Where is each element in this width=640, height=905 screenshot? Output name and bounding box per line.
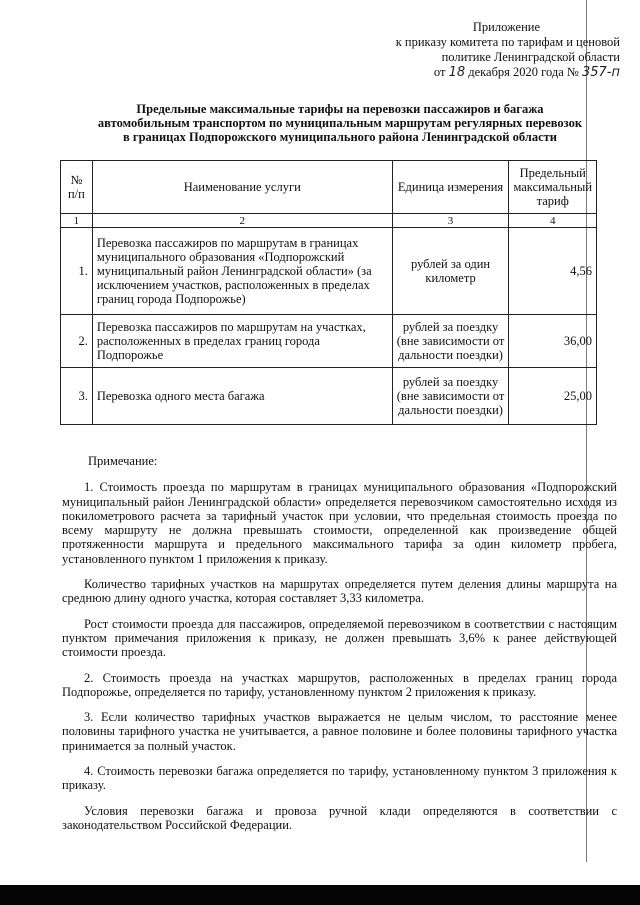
tariff-value: 4,56 [509,228,597,315]
column-number: 2 [92,214,392,228]
header-unit: Единица измерения [392,161,509,214]
note-paragraph: Рост стоимости проезда для пассажиров, определяемой перевозчиком в соответствии с настоящим пунктом примечания приложения к приказу, не должен превышать 3,6% к ранее действующей стоимости проезда. [62,616,617,660]
title-line-2: автомобильным транспортом по муниципальным маршрутам регулярных перевозок [97,116,583,130]
notes-section [62,454,617,843]
table-row [61,368,597,425]
header-service-name: Наименование услуги [92,161,392,214]
notes-heading: Примечание: [88,454,158,468]
header-num: № п/п [61,161,93,214]
row-number: 2. [61,315,93,368]
date-prefix: от [433,65,446,79]
scan-bottom-edge [0,885,640,905]
title-line-3: в границах Подпорожского муниципального района Ленинградской области [123,130,557,144]
service-name: Перевозка пассажиров по маршрутам в границах муниципального образования «Подпорожский муниципальный район Ленинградской области» (за исключением участков, расположенных в пределах границ города Подпорожье) [92,228,392,315]
committee-name: политике Ленинградской области [441,50,620,64]
handwritten-order-number: 357-п [581,65,620,80]
table-row [61,315,597,368]
title-line-1: Предельные максимальные тарифы на перевозки пассажиров и багажа [136,102,544,116]
appendix-label: Приложение [472,20,540,34]
tariffs-table [60,160,597,425]
note-paragraph: 4. Стоимость перевозки багажа определяется по тарифу, установленному пунктом 3 приложения к приказу. [62,764,617,793]
tariff-value: 36,00 [509,315,597,368]
service-name: Перевозка одного места багажа [92,368,392,425]
unit-of-measure: рублей за один километр [392,228,509,315]
column-number: 1 [61,214,93,228]
unit-of-measure: рублей за поездку (вне зависимости от дальности поездки) [392,315,509,368]
table-row [61,228,597,315]
tariff-value: 25,00 [509,368,597,425]
service-name: Перевозка пассажиров по маршрутам на участках, расположенных в пределах границ города Подпорожье [92,315,392,368]
appendix-header [260,20,620,80]
header-max-tariff: Предельный максимальный тариф [509,161,597,214]
handwritten-day: 18 [448,65,466,80]
note-paragraph: Количество тарифных участков на маршрутах определяется путем деления длины маршрута на среднюю длину одного участка, которая составляет 3,33 километра. [62,577,617,606]
order-date-line [260,65,620,80]
unit-of-measure: рублей за поездку (вне зависимости от дальности поездки) [392,368,509,425]
note-paragraph: 3. Если количество тарифных участков выражается не целым числом, то расстояние менее половины тарифного участка не учитывается, а равное половине и более половины тарифного участка принимается за полный участок. [62,710,617,753]
note-paragraph: 2. Стоимость проезда на участках маршрутов, расположенных в пределах границ города Подпорожье, определяется по тарифу, установленному пунктом 2 приложения к приказу. [62,670,617,699]
column-number: 3 [392,214,509,228]
row-number: 3. [61,368,93,425]
row-number: 1. [61,228,93,315]
document-title [60,102,620,144]
note-paragraph: 1. Стоимость проезда по маршрутам в границах муниципального образования «Подпорожский муниципальный район Ленинградской области» определяется перевозчиком самостоятельно исходя из покилометрового расчета за тарифный участок при условии, что предельная стоимость проезда по всему маршруту не должна превышать стоимости, определенной как произведение общей протяженности маршрута и предельного максимального тарифа за один километр пробега, установленного пунктом 1 приложения к приказу. [62,480,617,566]
order-reference: к приказу комитета по тарифам и ценовой [395,35,620,49]
note-paragraph: Условия перевозки багажа и провоза ручной клади определяются в соответствии с законодательством Российской Федерации. [62,803,617,832]
table-header-row [61,161,597,214]
column-number-row [61,214,597,228]
date-rest: декабря 2020 года № [468,65,579,79]
column-number: 4 [509,214,597,228]
